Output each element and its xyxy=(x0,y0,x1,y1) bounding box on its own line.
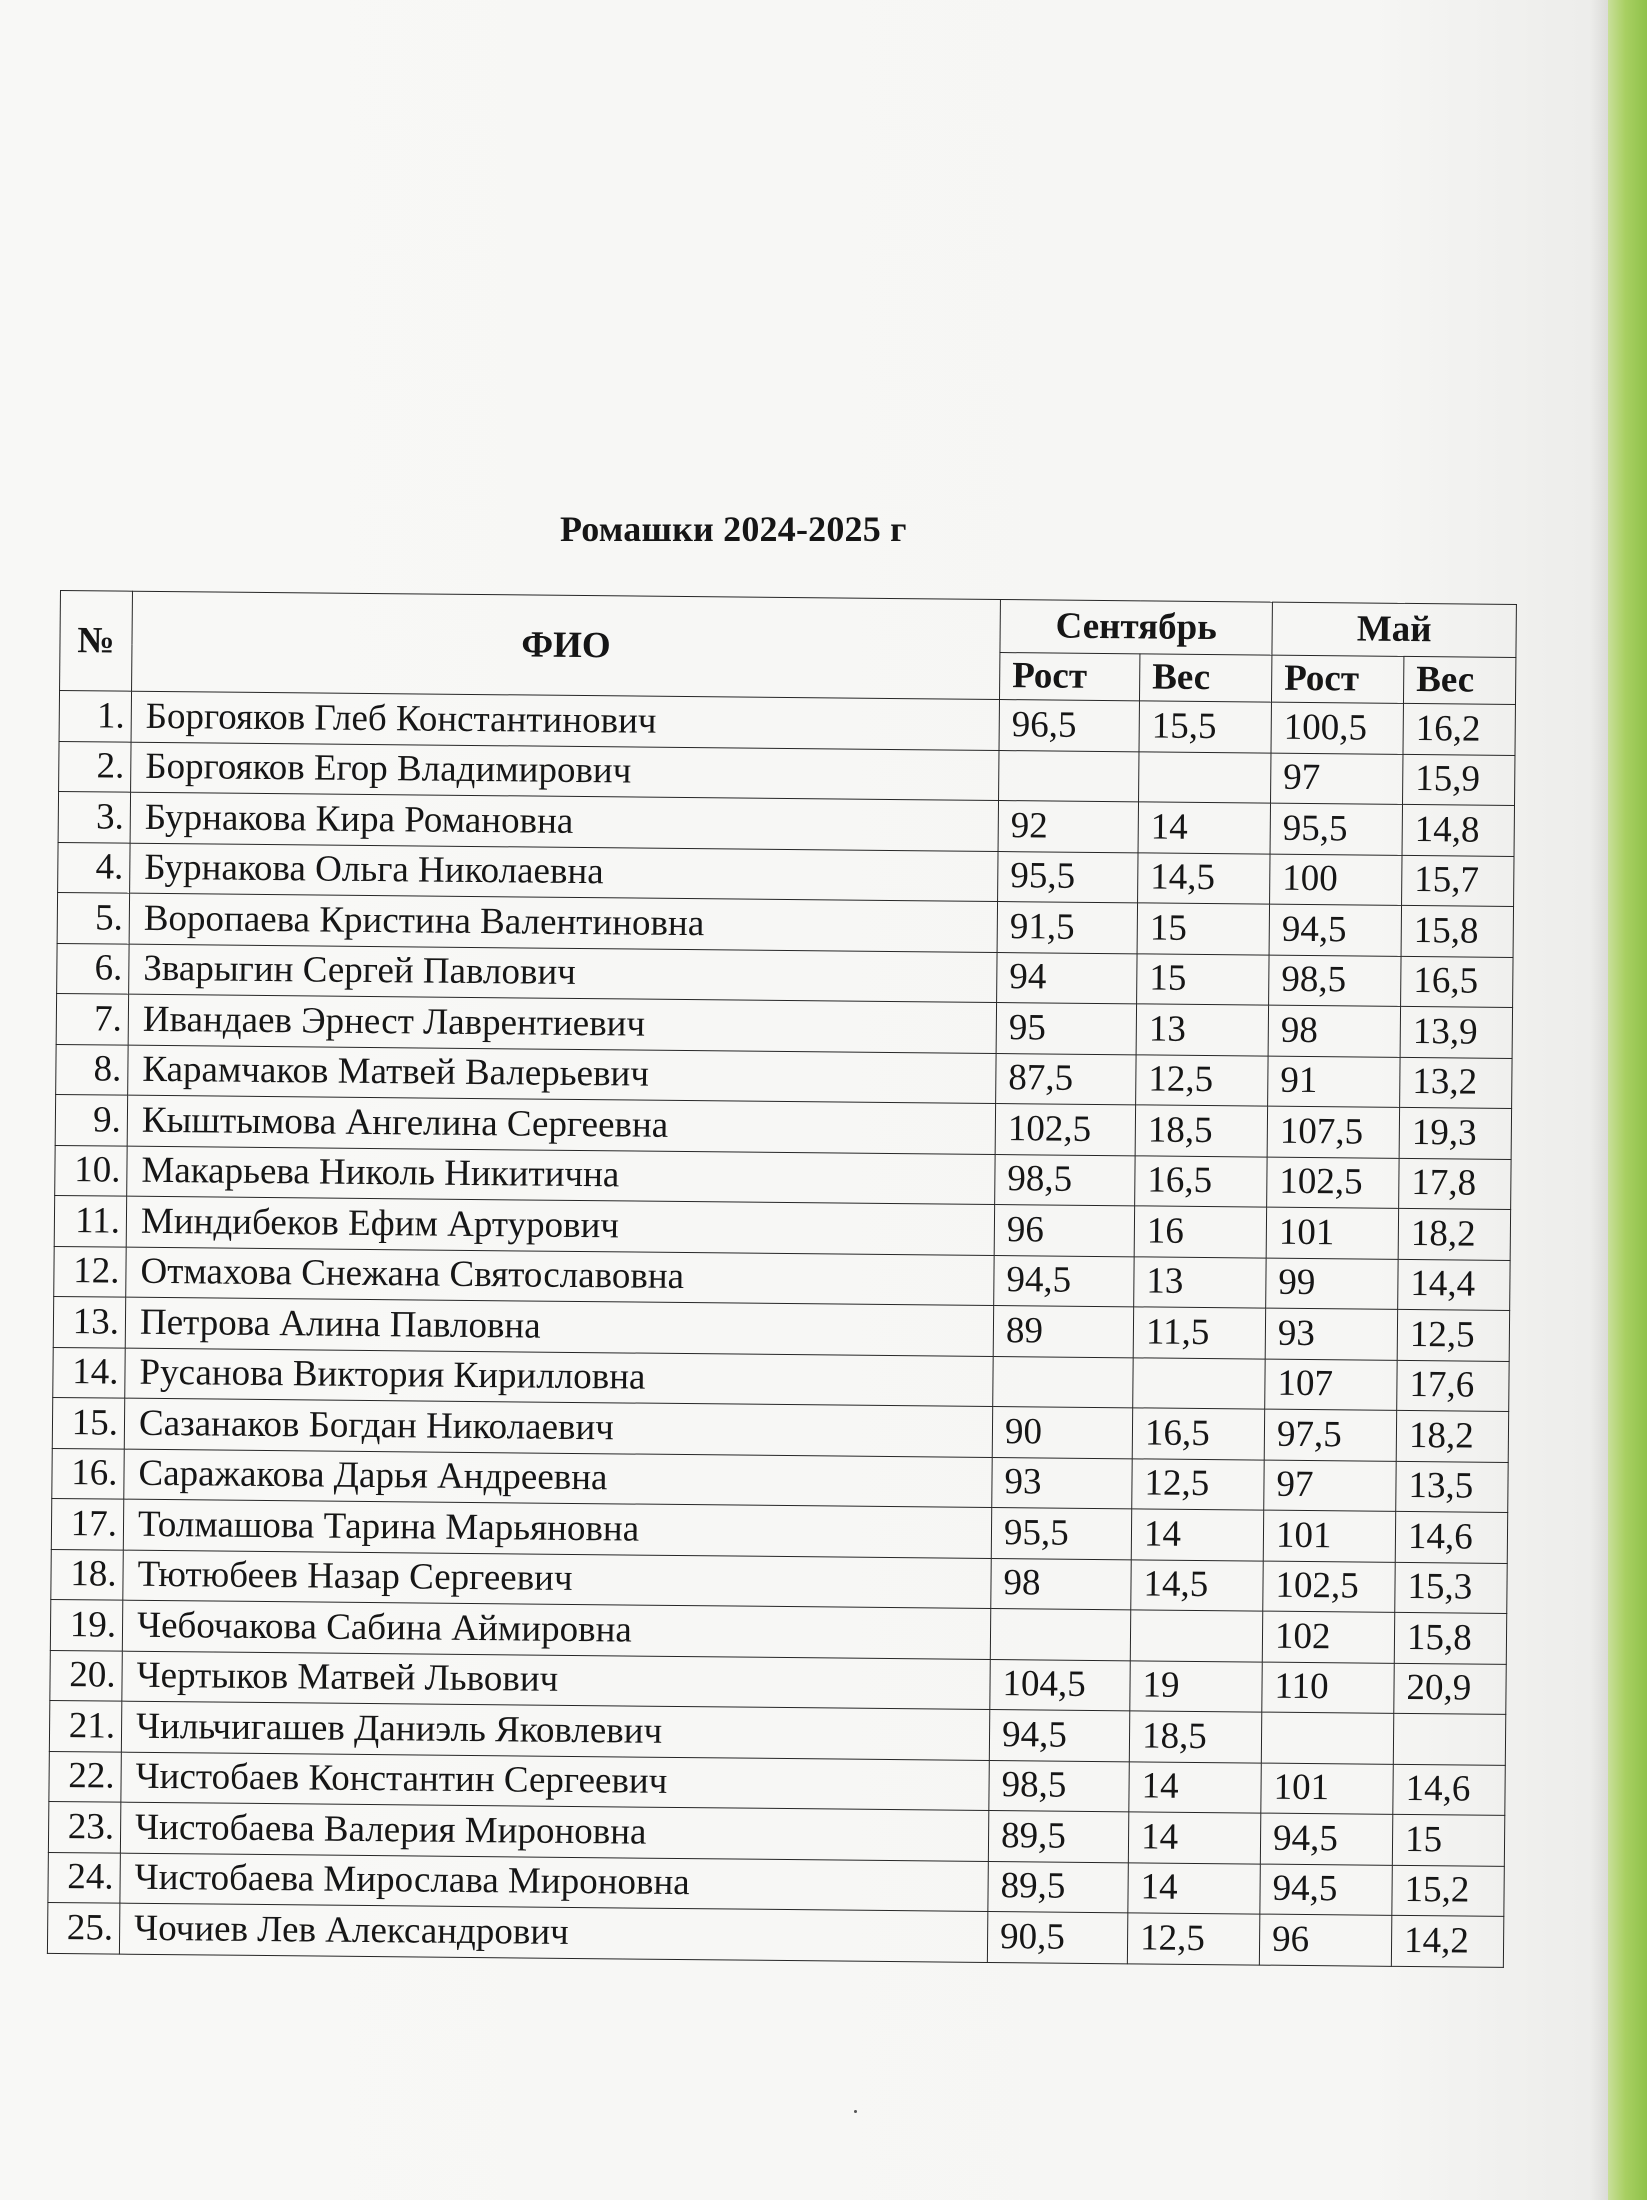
cell-number: 6. xyxy=(57,943,129,994)
cell-name: Воропаева Кристина Валентиновна xyxy=(129,893,997,952)
cell-number: 23. xyxy=(48,1801,120,1852)
cell-may-weight: 15,3 xyxy=(1395,1562,1507,1614)
cell-may-height: 97,5 xyxy=(1264,1409,1396,1461)
cell-name: Зварыгин Сергей Павлович xyxy=(129,944,997,1003)
cell-number: 1. xyxy=(59,691,131,742)
cell-may-height: 97 xyxy=(1271,753,1403,805)
header-row-top xyxy=(60,591,1516,658)
cell-september-height: 90 xyxy=(992,1406,1132,1458)
header-september-weight: Вес xyxy=(1139,654,1271,702)
cell-september-height: 89,5 xyxy=(988,1810,1128,1862)
cell-number: 18. xyxy=(51,1549,123,1600)
table-body xyxy=(47,691,1515,1967)
cell-september-weight: 19 xyxy=(1130,1660,1262,1712)
cell-may-weight: 12,5 xyxy=(1397,1309,1509,1361)
cell-number: 7. xyxy=(56,993,128,1044)
cell-name: Карамчаков Матвей Валерьевич xyxy=(128,1045,996,1104)
cell-may-height: 101 xyxy=(1266,1207,1398,1259)
cell-september-weight: 18,5 xyxy=(1135,1105,1267,1157)
cell-name: Бурнакова Кира Романовна xyxy=(130,792,998,851)
cell-may-weight: 14,2 xyxy=(1391,1915,1503,1967)
cell-may-weight: 16,5 xyxy=(1401,956,1513,1008)
cell-september-height: 98,5 xyxy=(995,1154,1135,1206)
header-september-height: Рост xyxy=(999,653,1139,701)
cell-september-height: 94,5 xyxy=(989,1709,1129,1761)
cell-may-weight: 14,6 xyxy=(1393,1764,1505,1816)
cell-may-weight: 15,8 xyxy=(1394,1612,1506,1664)
cell-may-height: 102,5 xyxy=(1267,1157,1399,1209)
cell-may-height xyxy=(1261,1712,1393,1764)
cell-name: Чебочакова Сабина Аймировна xyxy=(122,1600,990,1659)
cell-september-weight: 15 xyxy=(1137,903,1269,955)
cell-september-weight: 12,5 xyxy=(1136,1054,1268,1106)
cell-may-weight: 14,4 xyxy=(1398,1259,1510,1311)
cell-september-weight: 18,5 xyxy=(1129,1711,1261,1763)
header-name: ФИО xyxy=(132,591,1001,699)
cell-september-height: 96 xyxy=(994,1205,1134,1257)
cell-name: Тютюбеев Назар Сергеевич xyxy=(123,1550,991,1609)
cell-may-height: 107,5 xyxy=(1267,1106,1399,1158)
cell-september-height: 91,5 xyxy=(997,902,1137,954)
cell-may-weight: 18,2 xyxy=(1398,1208,1510,1260)
cell-may-weight: 15,8 xyxy=(1401,905,1513,957)
cell-name: Петрова Алина Павловна xyxy=(125,1297,993,1356)
cell-number: 10. xyxy=(55,1145,127,1196)
cell-september-weight xyxy=(1130,1610,1262,1662)
cell-may-height: 93 xyxy=(1265,1308,1397,1360)
cell-may-height: 102,5 xyxy=(1263,1561,1395,1613)
cell-may-weight: 15,7 xyxy=(1402,855,1514,907)
cell-may-height: 99 xyxy=(1266,1258,1398,1310)
cell-may-height: 98 xyxy=(1268,1005,1400,1057)
cell-september-weight: 14 xyxy=(1128,1812,1260,1864)
cell-may-height: 94,5 xyxy=(1260,1813,1392,1865)
cell-september-weight: 14 xyxy=(1138,802,1270,854)
cell-september-height: 90,5 xyxy=(987,1911,1127,1963)
cell-september-height: 89 xyxy=(993,1305,1133,1357)
cell-september-weight: 15,5 xyxy=(1139,701,1271,753)
cell-number: 19. xyxy=(50,1599,122,1650)
cell-number: 4. xyxy=(58,842,130,893)
cell-may-weight: 20,9 xyxy=(1394,1663,1506,1715)
cell-september-weight: 13 xyxy=(1136,1004,1268,1056)
cell-number: 22. xyxy=(49,1751,121,1802)
cell-number: 8. xyxy=(56,1044,128,1095)
cell-may-height: 94,5 xyxy=(1260,1864,1392,1916)
cell-number: 9. xyxy=(55,1094,127,1145)
cell-september-weight: 12,5 xyxy=(1127,1913,1259,1965)
cell-september-height: 93 xyxy=(992,1457,1132,1509)
cell-may-height: 98,5 xyxy=(1269,955,1401,1007)
cell-september-weight: 14,5 xyxy=(1131,1559,1263,1611)
cell-may-height: 96 xyxy=(1259,1914,1391,1966)
cell-name: Сазанаков Богдан Николаевич xyxy=(124,1398,992,1457)
cell-september-height: 94 xyxy=(997,952,1137,1004)
cell-number: 12. xyxy=(54,1246,126,1297)
cell-september-height: 94,5 xyxy=(994,1255,1134,1307)
cell-september-weight: 16,5 xyxy=(1132,1408,1264,1460)
cell-september-height xyxy=(999,750,1139,802)
cell-name: Чистобаева Мирослава Мироновна xyxy=(120,1853,988,1912)
cell-may-weight: 18,2 xyxy=(1396,1410,1508,1462)
cell-september-weight: 14 xyxy=(1129,1761,1261,1813)
cell-september-height: 89,5 xyxy=(988,1861,1128,1913)
cell-september-weight: 16,5 xyxy=(1135,1155,1267,1207)
cell-may-weight: 19,3 xyxy=(1399,1107,1511,1159)
cell-name: Кыштымова Ангелина Сергеевна xyxy=(127,1095,995,1154)
cell-september-height: 95 xyxy=(996,1003,1136,1055)
cell-september-height: 98 xyxy=(991,1558,1131,1610)
cell-may-height: 97 xyxy=(1264,1460,1396,1512)
cell-number: 21. xyxy=(49,1700,121,1751)
cell-september-weight xyxy=(1133,1357,1265,1409)
cell-september-weight: 16 xyxy=(1134,1206,1266,1258)
measurements-table-wrapper xyxy=(47,590,1517,1967)
cell-may-weight: 13,2 xyxy=(1400,1057,1512,1109)
cell-september-weight xyxy=(1139,751,1271,803)
header-september: Сентябрь xyxy=(1000,600,1272,656)
cell-may-height: 101 xyxy=(1263,1510,1395,1562)
cell-may-weight: 15 xyxy=(1392,1814,1504,1866)
header-may-weight: Вес xyxy=(1403,656,1515,704)
cell-name: Чильчигашев Даниэль Яковлевич xyxy=(121,1701,989,1760)
cell-name: Боргояков Глеб Константинович xyxy=(131,691,999,750)
cell-may-weight: 16,2 xyxy=(1403,703,1515,755)
cell-may-weight: 17,8 xyxy=(1399,1158,1511,1210)
cell-september-height: 102,5 xyxy=(995,1104,1135,1156)
cell-september-weight: 12,5 xyxy=(1132,1458,1264,1510)
cell-september-height: 95,5 xyxy=(991,1507,1131,1559)
header-may-height: Рост xyxy=(1271,655,1403,703)
cell-may-weight: 17,6 xyxy=(1397,1360,1509,1412)
cell-number: 11. xyxy=(54,1195,126,1246)
cell-september-weight: 15 xyxy=(1137,953,1269,1005)
cell-number: 24. xyxy=(48,1852,120,1903)
cell-number: 25. xyxy=(47,1902,119,1953)
cell-number: 15. xyxy=(52,1397,124,1448)
cell-may-height: 94,5 xyxy=(1269,904,1401,956)
cell-september-height: 92 xyxy=(998,801,1138,853)
cell-name: Чочиев Лев Александрович xyxy=(119,1903,987,1962)
cell-may-height: 100 xyxy=(1270,854,1402,906)
cell-number: 14. xyxy=(53,1347,125,1398)
cell-number: 5. xyxy=(57,892,129,943)
cell-number: 16. xyxy=(52,1448,124,1499)
cell-name: Боргояков Егор Владимирович xyxy=(131,742,999,801)
cell-september-weight: 14,5 xyxy=(1138,852,1270,904)
cell-september-weight: 13 xyxy=(1134,1256,1266,1308)
cell-september-weight: 14 xyxy=(1131,1509,1263,1561)
cell-may-height: 102 xyxy=(1262,1611,1394,1663)
cell-name: Миндибеков Ефим Артурович xyxy=(126,1196,994,1255)
cell-may-weight: 14,6 xyxy=(1395,1511,1507,1563)
background-green-edge xyxy=(1608,0,1647,2200)
cell-may-weight: 15,2 xyxy=(1392,1865,1504,1917)
cell-may-height: 110 xyxy=(1262,1662,1394,1714)
cell-september-height: 87,5 xyxy=(996,1053,1136,1105)
cell-may-height: 107 xyxy=(1265,1359,1397,1411)
cell-name: Чистобаев Константин Сергеевич xyxy=(121,1752,989,1811)
cell-may-height: 91 xyxy=(1268,1056,1400,1108)
cell-number: 2. xyxy=(59,741,131,792)
cell-name: Русанова Виктория Кирилловна xyxy=(125,1348,993,1407)
cell-may-weight: 14,8 xyxy=(1402,804,1514,856)
cell-may-height: 95,5 xyxy=(1270,803,1402,855)
cell-name: Отмахова Снежана Святославовна xyxy=(126,1247,994,1306)
cell-september-height: 104,5 xyxy=(990,1659,1130,1711)
cell-name: Ивандаев Эрнест Лаврентиевич xyxy=(128,994,996,1053)
cell-may-height: 101 xyxy=(1261,1763,1393,1815)
cell-name: Макарьева Николь Никитична xyxy=(127,1146,995,1205)
cell-september-height xyxy=(993,1356,1133,1408)
header-may: Май xyxy=(1272,602,1516,657)
cell-september-height: 98,5 xyxy=(989,1760,1129,1812)
measurements-table xyxy=(47,590,1517,1967)
document-title: Ромашки 2024-2025 г xyxy=(560,509,907,549)
cell-name: Толмашова Тарина Марьяновна xyxy=(123,1499,991,1558)
cell-may-weight: 13,5 xyxy=(1396,1461,1508,1513)
cell-number: 20. xyxy=(50,1650,122,1701)
cell-may-weight: 13,9 xyxy=(1400,1006,1512,1058)
speck xyxy=(854,2110,857,2113)
cell-number: 17. xyxy=(51,1498,123,1549)
cell-may-height: 100,5 xyxy=(1271,702,1403,754)
header-number: № xyxy=(60,591,133,692)
cell-name: Саражакова Дарья Андреевна xyxy=(124,1449,992,1508)
cell-september-height: 96,5 xyxy=(999,700,1139,752)
cell-number: 13. xyxy=(53,1296,125,1347)
cell-name: Чистобаева Валерия Мироновна xyxy=(120,1802,988,1861)
cell-september-height xyxy=(990,1608,1130,1660)
cell-may-weight: 15,9 xyxy=(1403,754,1515,806)
cell-september-weight: 14 xyxy=(1128,1862,1260,1914)
cell-may-weight xyxy=(1393,1713,1505,1765)
cell-september-height: 95,5 xyxy=(998,851,1138,903)
cell-name: Бурнакова Ольга Николаевна xyxy=(130,843,998,902)
cell-name: Чертыков Матвей Львович xyxy=(122,1651,990,1710)
cell-number: 3. xyxy=(58,791,130,842)
cell-september-weight: 11,5 xyxy=(1133,1307,1265,1359)
